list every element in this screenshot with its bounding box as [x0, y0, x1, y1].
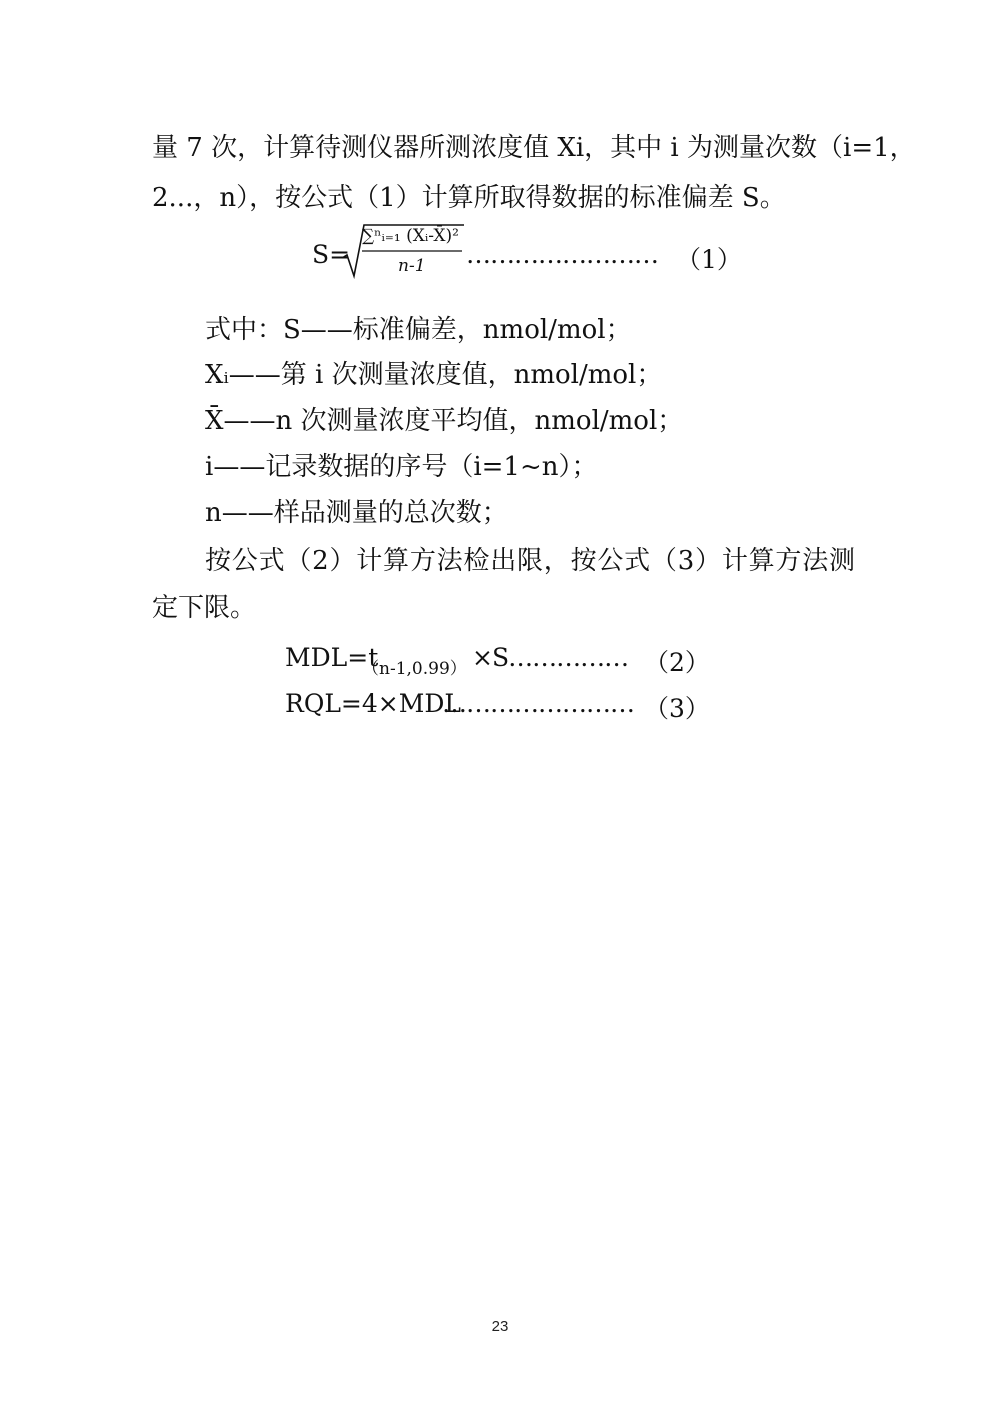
definition-xbar: X̄——n 次测量浓度平均值，nmol/mol；: [205, 406, 684, 436]
formula-2-tail: ×S……………: [472, 643, 629, 672]
formula-3-tail: ……………………: [442, 689, 634, 718]
formula-2-subscript: （n-1,0.99）: [362, 659, 467, 679]
formula-3-label: （3）: [644, 694, 710, 723]
formula-1-dots: ……………………: [466, 240, 658, 269]
para2-line-1: 按公式（2）计算方法检出限，按公式（3）计算方法测: [205, 546, 855, 576]
intro-line-2: 2...，n），按公式（1）计算所取得数据的标准偏差 S。: [152, 183, 786, 213]
para2-line-2: 定下限。: [152, 593, 257, 623]
definition-s: 式中：S——标准偏差，nmol/mol；: [205, 315, 632, 345]
definition-n: n——样品测量的总次数；: [205, 498, 508, 528]
formula-2-label: （2）: [644, 648, 710, 677]
definition-i: i——记录数据的序号（i=1~n）；: [205, 452, 598, 482]
intro-line-1: 量 7 次，计算待测仪器所测浓度值 Xi，其中 i 为测量次数（i=1，: [152, 133, 916, 163]
definition-xi: Xᵢ——第 i 次测量浓度值，nmol/mol；: [205, 360, 663, 390]
formula-1-numerator: ∑ⁿᵢ₌₁ (Xᵢ-X̄)²: [362, 226, 459, 246]
page-number: 23: [491, 1318, 509, 1335]
formula-1-lhs: S=: [312, 240, 351, 269]
formula-3-text: RQL=4×MDL: [285, 689, 461, 718]
formula-2-text: MDL=t: [285, 643, 379, 672]
formula-1-label: （1）: [676, 245, 742, 274]
formula-1-denominator: n-1: [398, 256, 426, 276]
